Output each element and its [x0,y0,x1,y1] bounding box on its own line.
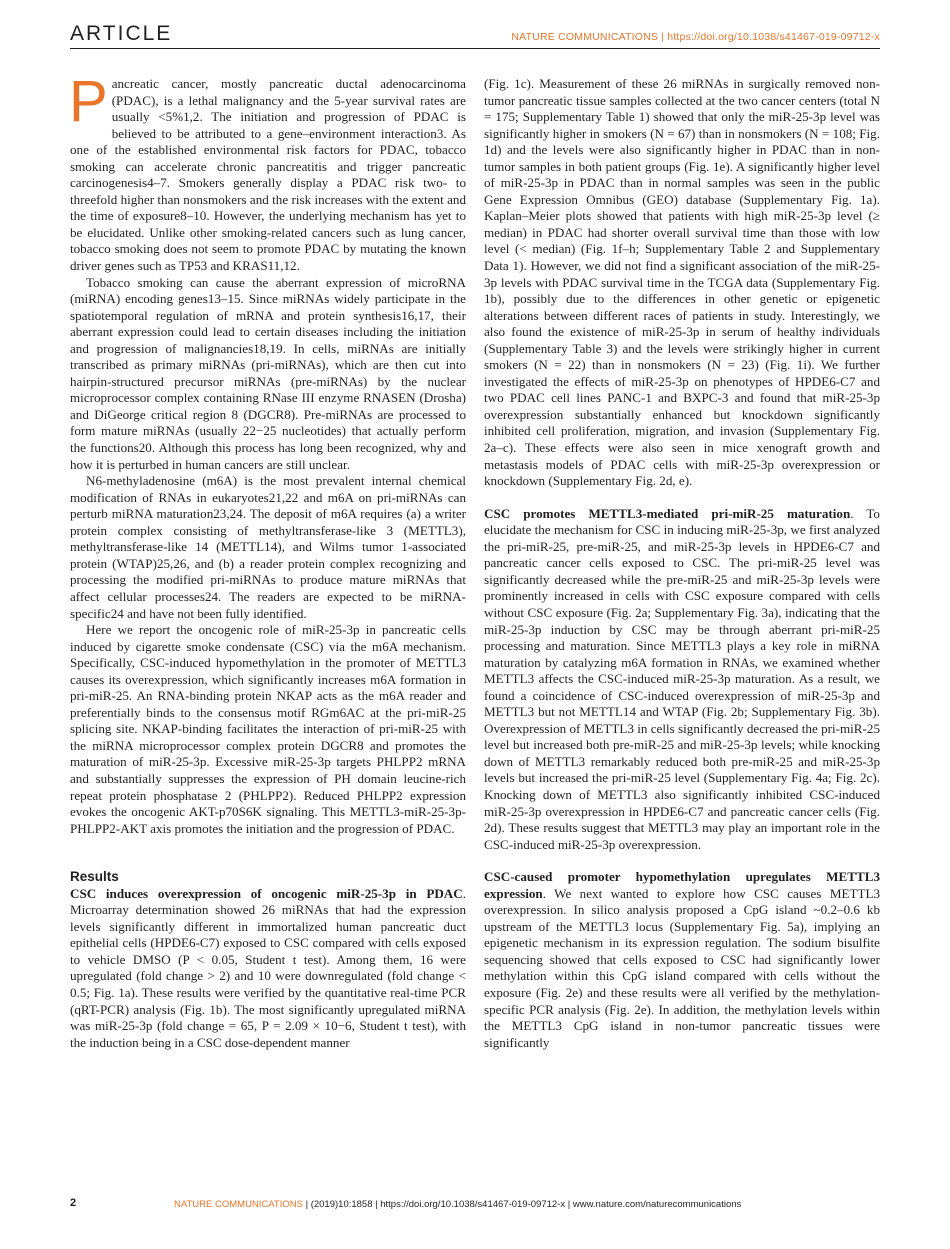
results-paragraph-2-text: . To elucidate the mechanism for CSC in inducing miR-25-3p, we first analyzed the pri-miR-25, pre-miR-25, and miR-25-3p levels in HPDE6-C7 and pancreatic cancer cells exposed to CSC. The pri-miR-25 level was significantly decreased while the pre-miR-25 and miR-25-3p levels were prominently increased in cells with CSC exposure compared with cells without CSC exposure (Fig. 2a; Supplementary Fig. 3a), indicating that the miR-25-3p induction by CSC may be through aberrant pri-miR-25 processing and maturation. Since METTL3 plays a key role in miRNA maturation by catalyzing m6A formation in RNAs, we examined whether METTL3 affects the CSC-induced miR-25-3p maturation. As a result, we found a coincidence of CSC-induced overexpression of miR-25-3p and METTL3 but not METTL14 and WTAP (Fig. 2b; Supplementary Fig. 3b). Overexpression of METTL3 in cells significantly decreased the pri-miR-25 level but increased both pre-miR-25 and miR-25-3p levels; while knocking down of METTL3 remarkably reduced both pre-miR-25 and miR-25-3p levels but increased the pri-miR-25 level (Supplementary Fig. 4a; Fig. 2c). Knocking down of METTL3 also significantly inhibited CSC-induced miR-25-3p overexpression in HPDE6-C7 and pancreatic cancer cells (Fig. 2d). These results suggest that METTL3 may play an important role in the CSC-induced miR-25-3p overexpression. [484,505,880,852]
article-label: ARTICLE [70,22,173,45]
results-paragraph-1 [70,886,466,1051]
page-header [70,22,880,50]
page-footer [70,1197,880,1213]
footer-citation-text[interactable]: | (2019)10:1858 | https://doi.org/10.1038/s41467-019-09712-x | www.nature.com/naturecommunications [305,1199,742,1210]
results-paragraph-2 [484,506,880,853]
intro-paragraph-1-text: ancreatic cancer, mostly pancreatic ductal adenocarcinoma (PDAC), is a lethal malignancy and the 5-year survival rates are usually <5%1,2. The initiation and progression of PDAC is believed to be attributed to a gene–environment interaction3. As one of the established environmental risk factors for PDAC, tobacco smoking can accelerate chronic pancreatitis and trigger pancreatic carcinogenesis4–7. Smokers generally display a PDAC risk two- to threefold higher than nonsmokers and the risk increases with the extent and the time of exposure8–10. However, the underlying mechanism has yet to be elucidated. Unlike other smoking-related cancers such as lung cancer, tobacco smoking does not seem to promote PDAC by mutating the known driver genes such as TP53 and KRAS11,12. [70,76,466,274]
right-column [484,76,880,1051]
footer-journal-name: NATURE COMMUNICATIONS [174,1199,303,1210]
header-divider [70,48,880,49]
intro-paragraph-4: Here we report the oncogenic role of miR-25-3p in pancreatic cells induced by cigarette smoke condensate (CSC) via the m6A mechanism. Specifically, CSC-induced hypomethylation in the promoter of METTL3 causes its overexpression, which significantly increases m6A formation in pri-miR-25. An RNA-binding protein NKAP acts as the m6A reader and preferentially binds to the consensus motif RGm6AC at the pri-miR-25 splicing site. NKAP-binding facilitates the interaction of pri-miR-25 with the miRNA microprocessor complex protein DGCR8 and promotes the maturation of miR-25-3p. Excessive miR-25-3p targets PHLPP2 mRNA and substantially suppresses the expression of PH domain leucine-rich repeat protein phosphatase 2 (PHLPP2). Reduced PHLPP2 expression evokes the oncogenic AKT-p70S6K signaling. This METTL3-miR-25-3p-PHLPP2-AKT axis promotes the initiation and the progression of PDAC. [70,622,466,836]
left-column [69,69,466,1051]
drop-cap: P [69,69,108,134]
results-heading: Results [70,869,119,885]
intro-paragraph-1 [69,69,466,275]
footer-citation [174,1199,741,1210]
intro-paragraph-3: N6-methyladenosine (m6A) is the most prevalent internal chemical modification of RNAs in eukaryotes21,22 and m6A on pri-miRNAs can perturb miRNA maturation23,24. The deposit of m6A requires (a) a writer protein complex consisting of methyltransferase-like 3 (METTL3), methyltransferase-like 14 (METTL14), and Wilms tumor 1-associated protein (WTAP)25,26, and (b) a reader protein complex recognizing and processing the modified pri-miRNAs to produce mature miRNAs that affect cellular processes24. The readers are expected to be miRNA-specific24 and have not been fully identified. [70,473,466,621]
results-paragraph-3 [484,869,880,1051]
header-journal-doi[interactable]: NATURE COMMUNICATIONS | https://doi.org/10.1038/s41467-019-09712-x [511,31,880,43]
results-subheading-3: CSC-caused promoter hypomethylation upregulates METTL3 expression [484,869,880,901]
results-paragraph-1-cont: (Fig. 1c). Measurement of these 26 miRNAs in surgically removed non-tumor pancreatic tissue samples collected at the two cancer centers (total N = 175; Supplementary Table 1) showed that only the miR-25-3p level was significantly higher in smokers (N = 67) than in nonsmokers (N = 108; Fig. 1d) and the levels were also significantly higher in PDAC than in non-tumor samples in both patient groups (Fig. 1e). A significantly higher level of miR-25-3p in PDAC than in normal samples was seen in the public Gene Expression Omnibus (GEO) database (Supplementary Fig. 1a). Kaplan–Meier plots showed that patients with high miR-25-3p level (≥ median) in PDAC had shorter overall survival time than those with low level (< median) (Fig. 1f–h; Supplementary Table 2 and Supplementary Data 1). However, we did not find a significant association of the miR-25-3p levels with PDAC survival time in the TCGA data (Supplementary Fig. 1b), possibly due to the differences in other genetic or epigenetic alterations between different races of patients in study. Interestingly, we also found the existence of miR-25-3p in serum of healthy individuals (Supplementary Table 3) and the levels were strikingly higher in current smokers (N = 22) than in nonsmokers (N = 23) (Fig. 1i). We further investigated the effects of miR-25-3p on phenotypes of HPDE6-C7 and two PDAC cell lines PANC-1 and BXPC-3 and found that miR-25-3p overexpression substantially enhanced but knockdown significantly inhibited cell proliferation, migration, and invasion (Supplementary Fig. 2a–c). These effects were also seen in mice xenograft growth and metastasis models of PDAC cells with miR-25-3p overexpression or knockdown (Supplementary Fig. 2d, e). [484,76,880,489]
results-subheading-1: CSC induces overexpression of oncogenic miR-25-3p in PDAC [70,885,463,901]
intro-paragraph-2: Tobacco smoking can cause the aberrant expression of microRNA (miRNA) encoding genes13–15. Since miRNAs widely participate in the spatiotemporal regulation of mRNA and protein synthesis16,17, their aberrant expression could lead to certain diseases including the initiation and progression of malignancies18,19. In cells, miRNAs are initially transcribed as primary miRNAs (pri-miRNAs), which are then cut into hairpin-structured precursor miRNAs (pre-miRNAs) by the nuclear microprocessor complex containing RNase III enzyme RNASEN (Drosha) and DiGeorge critical region 8 (DGCR8). Pre-miRNAs are processed to form mature miRNAs (usually 22−25 nucleotides) that actually perform the functions20. Although this process has long been recognized, why and how it is perturbed in human cancers are still unclear. [70,274,466,472]
results-paragraph-1-text: . Microarray determination showed 26 miRNAs that had the expression levels significantly different in immortalized human pancreatic duct epithelial cells (HPDE6-C7) exposed to CSC compared with cells exposed to vehicle DMSO (P < 0.05, Student t test). Among them, 16 were upregulated (fold change > 2) and 10 were downregulated (fold change < 0.5; Fig. 1a). These results were verified by the quantitative real-time PCR (qRT-PCR) analysis (Fig. 1b). The most significantly upregulated miRNA was miR-25-3p (fold change = 65, P = 2.09 × 10−6, Student t test), with the induction being in a CSC dose-dependent manner [70,885,466,1050]
page-number: 2 [70,1197,77,1209]
results-subheading-2: CSC promotes METTL3-mediated pri-miR-25 maturation [484,505,851,521]
results-paragraph-3-text: . We next wanted to explore how CSC causes METTL3 overexpression. In silico analysis proposed a CpG island ~0.2–0.6 kb upstream of the METTL3 locus (Supplementary Fig. 5a), implying an epigenetic mechanism in its expression regulation. The sodium bisulfite sequencing showed that cells exposed to CSC had significantly lower methylation within this CpG island compared with cells without the exposure (Fig. 2e) and these results were all verified by the methylation-specific PCR analysis (Fig. 2e). In addition, the methylation levels within the METTL3 CpG island in non-tumor pancreatic tissues were significantly [484,885,880,1050]
